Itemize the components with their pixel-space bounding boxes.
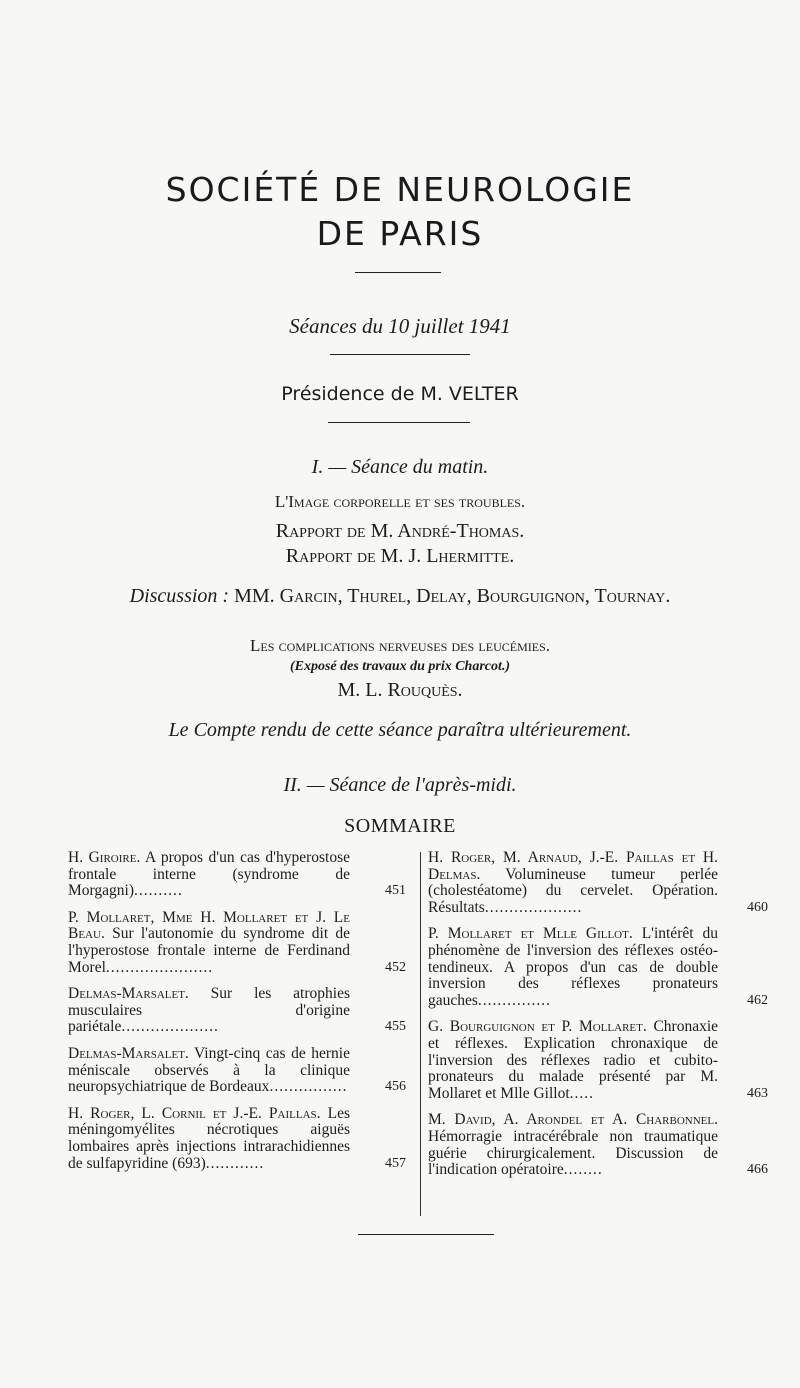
toc-page-number: 452	[385, 959, 406, 975]
toc-dots: ................	[269, 1078, 348, 1096]
toc-author: Delmas-Marsalet.	[68, 1044, 189, 1062]
toc-dots: ...............	[477, 991, 552, 1009]
toc-dots: .....	[569, 1084, 595, 1102]
toc-dots: ........	[563, 1161, 603, 1179]
toc-entry	[428, 926, 768, 1009]
seances-date: Séances du 10 juillet 1941	[289, 314, 511, 338]
toc-title: A propos d'un cas d'hyperostose frontale interne (syndrome de Morgagni)	[68, 849, 351, 900]
society-title-line1: SOCIÉTÉ DE NEUROLOGIE	[165, 170, 635, 209]
toc-author: G. Bourguignon et P. Mollaret.	[428, 1018, 647, 1036]
discussion-line	[0, 585, 800, 608]
topic-leucemies: Les complications nerveuses des leucémies.	[249, 636, 551, 655]
toc-author: M. David, A. Arondel et A. Charbonnel.	[428, 1111, 718, 1129]
toc-author: H. Giroire.	[68, 849, 141, 866]
sommaire-left-column	[68, 850, 406, 1182]
toc-page-number: 451	[385, 883, 406, 899]
title-divider	[355, 272, 441, 273]
toc-title: Sur les atrophies musculaires d'origine pariétale	[68, 985, 350, 1036]
toc-title: Les méningomyélites nécrotiques aiguës lombaires après injections intrarachidiennes de sulfapyridine (693)	[68, 1104, 350, 1172]
toc-dots: ......................	[105, 958, 214, 976]
toc-dots: ..........	[134, 882, 183, 900]
toc-dots: ............	[205, 1154, 265, 1172]
rapport-andre-thomas: Rapport de M. André-Thomas.	[275, 520, 525, 542]
toc-entry	[428, 850, 768, 916]
toc-title: Hémorragie intracérébrale non traumatique guérie chirurgicalement. Discussion de l'indication opératoire	[428, 1127, 718, 1179]
toc-entry	[428, 1019, 768, 1102]
date-divider	[330, 354, 470, 355]
toc-title: Vingt-cinq cas de hernie méniscale observés à la clinique neuropsychiatrique de Bordeaux	[68, 1044, 350, 1096]
end-divider	[358, 1234, 494, 1235]
rouques-author: M. L. Rouquès.	[337, 679, 463, 701]
toc-author: P. Mollaret et Mlle Gillot.	[428, 925, 633, 943]
toc-entry	[68, 910, 406, 976]
toc-entry	[68, 850, 406, 900]
toc-page-number: 456	[385, 1079, 406, 1095]
toc-entry	[68, 1046, 406, 1096]
toc-author: H. Roger, M. Arnaud, J.-E. Paillas et H. Delmas.	[428, 849, 718, 883]
toc-author: Delmas-Marsalet.	[68, 985, 189, 1003]
discussion-label: Discussion :	[129, 585, 230, 607]
toc-author: P. Mollaret, Mme H. Mollaret et J. Le Beau.	[68, 908, 350, 943]
toc-page-number: 460	[747, 899, 768, 915]
toc-entry	[68, 986, 406, 1036]
toc-dots: ....................	[121, 1018, 219, 1036]
toc-page-number: 463	[747, 1085, 768, 1101]
column-divider	[420, 852, 421, 1216]
toc-entry	[68, 1106, 406, 1172]
toc-entry	[428, 1112, 768, 1178]
compte-rendu-note: Le Compte rendu de cette séance paraîtra ultérieurement.	[168, 719, 632, 741]
toc-page-number: 466	[747, 1162, 768, 1178]
discussion-participants: MM. Garcin, Thurel, Delay, Bourguignon, Tournay.	[234, 585, 671, 607]
sommaire-heading: SOMMAIRE	[344, 815, 456, 837]
toc-title: Sur l'autonomie du syndrome dit de l'hyperostose frontale interne de Ferdinand Morel	[68, 925, 350, 976]
toc-page-number: 462	[747, 992, 768, 1008]
toc-author: H. Roger, L. Cornil et J.-E. Paillas.	[68, 1104, 321, 1122]
toc-page-number: 457	[385, 1155, 406, 1171]
morning-session-heading: I. — Séance du matin.	[311, 456, 489, 478]
toc-dots: ....................	[484, 898, 583, 916]
afternoon-session-heading: II. — Séance de l'après-midi.	[283, 774, 517, 796]
sommaire-right-column	[428, 850, 768, 1189]
toc-title: L'intérêt du phénomène de l'inversion des réflexes ostéo-tendineux. A propos d'un cas de double inversion des réflexes pronateurs gauches	[428, 925, 718, 1009]
toc-page-number: 455	[385, 1019, 406, 1035]
toc-title: Volumineuse tumeur perlée (cholestéatome) du cervelet. Opération. Résultats	[428, 865, 718, 916]
prix-charcot-note: (Exposé des travaux du prix Charcot.)	[289, 659, 511, 674]
toc-title: Chronaxie et réflexes. Explication chronaxique de l'inversion des réflexes radio et cubito-pronateurs du malade présenté par M. Mollaret et Mlle Gillot	[428, 1018, 719, 1102]
topic-image-corporelle: L'Image corporelle et ses troubles.	[274, 492, 526, 511]
presidence-divider	[328, 422, 470, 423]
presidence-line: Présidence de M. VELTER	[281, 383, 519, 405]
society-title-line2: DE PARIS	[316, 214, 484, 253]
rapport-lhermitte: Rapport de M. J. Lhermitte.	[285, 545, 515, 567]
